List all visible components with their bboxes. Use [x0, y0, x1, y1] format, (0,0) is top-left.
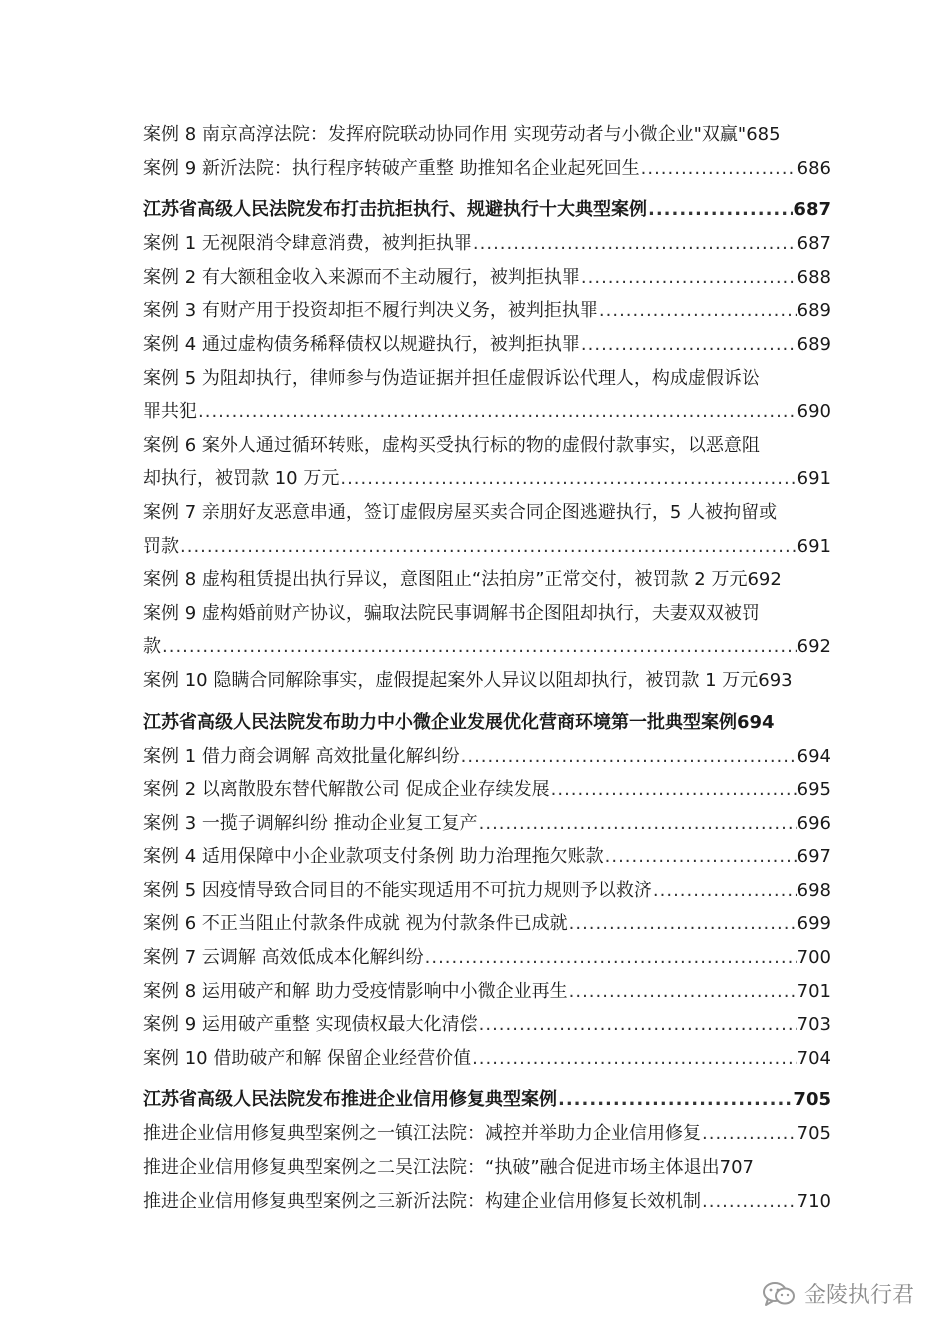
toc-entry	[143, 1008, 831, 1042]
toc-page-number: 692	[796, 636, 831, 658]
toc-entry-title: 案例 7 亲朋好友恶意串通，签订虚假房屋买卖合同企图逃避执行，5 人被拘留或	[143, 501, 778, 523]
toc-entry	[143, 664, 831, 698]
toc-entry	[143, 773, 831, 807]
toc-entry	[143, 630, 831, 664]
toc-entry	[143, 874, 831, 908]
toc-entry	[143, 429, 831, 463]
toc-entry	[143, 740, 831, 774]
toc-dot-leader	[161, 630, 797, 664]
toc-page-number: 707	[719, 1157, 755, 1179]
toc-entry	[143, 261, 831, 295]
toc-entry	[143, 152, 831, 186]
toc-entry-title: 推进企业信用修复典型案例之一镇江法院：减控并举助力企业信用修复	[143, 1123, 701, 1145]
toc-entry	[143, 118, 831, 152]
toc-entry-title: 案例 6 不正当阻止付款条件成就 视为付款条件已成就	[143, 913, 568, 935]
toc-dot-leader	[640, 152, 797, 186]
toc-entry-title: 案例 9 虚构婚前财产协议，骗取法院民事调解书企图阻却执行，夫妻双双被罚	[143, 602, 760, 624]
toc-entry-title: 江苏省高级人民法院发布打击抗拒执行、规避执行十大典型案例	[143, 199, 647, 221]
toc-dot-leader	[568, 975, 797, 1009]
toc-entry-title: 江苏省高级人民法院发布助力中小微企业发展优化营商环境第一批典型案例	[143, 711, 737, 733]
toc-page-number: 687	[793, 199, 831, 221]
toc-dot-leader	[568, 907, 797, 941]
toc-page-number: 704	[796, 1047, 831, 1069]
toc-page-number: 696	[796, 812, 831, 834]
toc-entry	[143, 840, 831, 874]
toc-entry-title: 案例 8 虚构租赁提出执行异议，意图阻止“法拍房”正常交付，被罚款 2 万元	[143, 569, 748, 591]
toc-entry	[143, 1151, 831, 1185]
toc-page-number: 685	[746, 124, 781, 145]
toc-entry	[143, 328, 831, 362]
toc-page-number: 686	[796, 157, 831, 179]
toc-entry	[143, 530, 831, 564]
toc-page-number: 694	[737, 711, 775, 733]
toc-dot-leader	[478, 807, 797, 841]
toc-entry-title: 案例 9 运用破产重整 实现债权最大化清偿	[143, 1014, 478, 1036]
toc-entry	[143, 563, 831, 597]
watermark	[762, 1278, 914, 1309]
toc-entry	[143, 907, 831, 941]
toc-page-number: 697	[796, 846, 831, 868]
toc-entry	[143, 496, 831, 530]
toc-dot-leader	[647, 192, 793, 227]
toc-entry-title: 案例 4 适用保障中小企业款项支付条例 助力治理拖欠账款	[143, 846, 604, 868]
toc-page-number: 692	[747, 569, 782, 591]
toc-entry	[143, 462, 831, 496]
toc-page-number: 688	[796, 266, 831, 288]
toc-section-heading	[143, 705, 831, 740]
toc-entry-title: 却执行，被罚款 10 万元	[143, 468, 340, 490]
toc-dot-leader	[580, 261, 797, 295]
toc-entry-title: 案例 3 有财产用于投资却拒不履行判决义务，被判拒执罪	[143, 300, 598, 322]
table-of-contents	[143, 118, 831, 1218]
toc-entry	[143, 362, 831, 396]
toc-page-number: 693	[758, 669, 793, 691]
toc-page-number: 695	[796, 779, 831, 801]
toc-entry-title: 案例 4 通过虚构债务稀释债权以规避执行，被判拒执罪	[143, 333, 580, 355]
toc-page-number: 689	[796, 333, 831, 355]
toc-page-number: 690	[796, 401, 831, 423]
toc-entry	[143, 227, 831, 261]
toc-entry-title: 案例 5 因疫情导致合同目的不能实现适用不可抗力规则予以救济	[143, 879, 652, 901]
toc-page-number: 691	[796, 535, 831, 557]
toc-entry-title: 罚款	[143, 535, 179, 557]
toc-dot-leader	[197, 395, 797, 429]
toc-entry-title: 案例 10 借助破产和解 保留企业经营价值	[143, 1047, 472, 1069]
toc-dot-leader	[471, 1042, 797, 1076]
toc-entry	[143, 1185, 831, 1219]
toc-page-number: 687	[796, 233, 831, 255]
toc-entry-title: 案例 8 运用破产和解 助力受疫情影响中小微企业再生	[143, 980, 568, 1002]
toc-dot-leader	[472, 227, 797, 261]
watermark-text: 金陵执行君	[803, 1283, 914, 1308]
toc-page-number: 694	[796, 745, 831, 767]
toc-dot-leader	[701, 1117, 797, 1151]
toc-entry-title: 案例 5 为阻却执行，律师参与伪造证据并担任虚假诉讼代理人，构成虚假诉讼	[143, 367, 760, 389]
toc-page-number: 698	[796, 879, 831, 901]
toc-page-number: 705	[793, 1089, 831, 1111]
toc-entry	[143, 807, 831, 841]
toc-entry-title: 案例 3 一揽子调解纠纷 推动企业复工复产	[143, 812, 478, 834]
toc-entry-title: 案例 10 隐瞒合同解除事实，虚假提起案外人异议以阻却执行，被罚款 1 万元	[143, 669, 759, 691]
toc-entry-title: 案例 1 无视限消令肆意消费，被判拒执罪	[143, 233, 472, 255]
toc-page-number: 703	[796, 1014, 831, 1036]
toc-entry	[143, 941, 831, 975]
toc-dot-leader	[557, 1082, 793, 1117]
toc-entry-title: 推进企业信用修复典型案例之二吴江法院：“执破”融合促进市场主体退出	[143, 1157, 720, 1179]
toc-entry	[143, 1117, 831, 1151]
toc-dot-leader	[701, 1185, 797, 1219]
toc-dot-leader	[550, 773, 797, 807]
toc-page-number: 691	[796, 468, 831, 490]
toc-entry-title: 案例 2 有大额租金收入来源而不主动履行，被判拒执罪	[143, 266, 580, 288]
toc-section-heading	[143, 192, 831, 227]
toc-dot-leader	[478, 1008, 797, 1042]
toc-entry	[143, 395, 831, 429]
toc-dot-leader	[580, 328, 797, 362]
toc-dot-leader	[598, 294, 797, 328]
toc-dot-leader	[339, 462, 796, 496]
toc-page-number: 710	[796, 1190, 831, 1212]
toc-entry-title: 款	[143, 636, 161, 658]
toc-entry-title: 案例 2 以离散股东替代解散公司 促成企业存续发展	[143, 779, 550, 801]
toc-entry	[143, 294, 831, 328]
toc-page-number: 699	[796, 913, 831, 935]
toc-dot-leader	[652, 874, 797, 908]
toc-entry	[143, 1042, 831, 1076]
toc-entry-title: 案例 1 借力商会调解 高效批量化解纠纷	[143, 745, 460, 767]
toc-entry	[143, 597, 831, 631]
toc-entry-title: 推进企业信用修复典型案例之三新沂法院：构建企业信用修复长效机制	[143, 1190, 701, 1212]
toc-dot-leader	[604, 840, 797, 874]
toc-dot-leader	[424, 941, 797, 975]
toc-entry	[143, 975, 831, 1009]
wechat-icon	[762, 1280, 796, 1308]
toc-entry-title: 案例 7 云调解 高效低成本化解纠纷	[143, 947, 424, 969]
toc-dot-leader	[460, 740, 797, 774]
toc-dot-leader	[179, 530, 797, 564]
toc-entry-title: 案例 8 南京高淳法院：发挥府院联动协同作用 实现劳动者与小微企业"双赢"	[143, 124, 747, 145]
toc-page-number: 705	[796, 1123, 831, 1145]
toc-entry-title: 江苏省高级人民法院发布推进企业信用修复典型案例	[143, 1089, 557, 1111]
toc-section-heading	[143, 1082, 831, 1117]
toc-page-number: 700	[796, 947, 831, 969]
toc-page-number: 689	[796, 300, 831, 322]
toc-page-number: 701	[796, 980, 831, 1002]
toc-entry-title: 案例 6 案外人通过循环转账，虚构买受执行标的物的虚假付款事实，以恶意阻	[143, 434, 760, 456]
toc-entry-title: 案例 9 新沂法院：执行程序转破产重整 助推知名企业起死回生	[143, 157, 640, 179]
toc-entry-title: 罪共犯	[143, 401, 197, 423]
